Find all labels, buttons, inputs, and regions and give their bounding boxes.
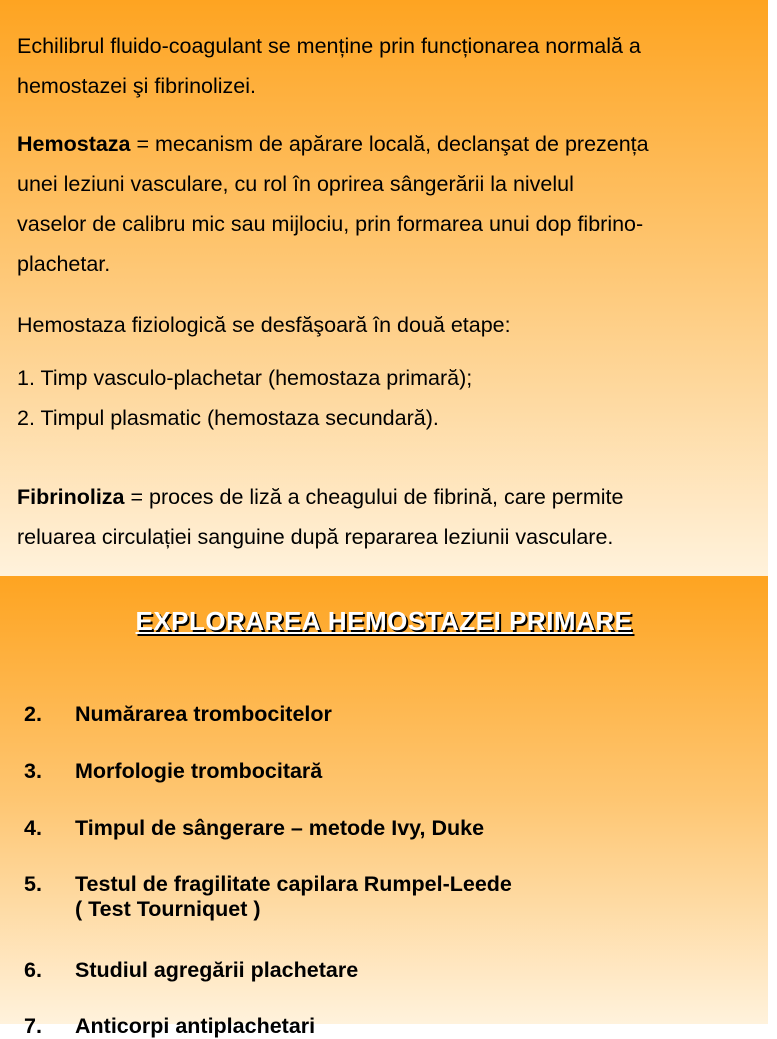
item-number: 3.	[24, 759, 42, 783]
item-text: Testul de fragilitate capilara Rumpel-Leede	[75, 872, 512, 896]
stages-intro	[17, 305, 777, 345]
hemostaza-line-2: unei leziuni vasculare, cu rol în oprirea sângerării la nivelul	[17, 172, 574, 196]
hemostaza-term: Hemostaza	[17, 132, 131, 156]
item-text: Timpul de sângerare – metode Ivy, Duke	[75, 816, 485, 840]
hemostaza-line-3: vaselor de calibru mic sau mijlociu, prin formarea unui dop fibrino-	[17, 212, 644, 236]
list-item	[24, 1014, 315, 1039]
slide-title: EXPLORAREA HEMOSTAZEI PRIMARE	[135, 606, 633, 636]
intro-line-2: hemostazei şi fibrinolizei.	[17, 74, 256, 98]
stages-intro-text: Hemostaza fiziologică se desfăşoară în două etape:	[17, 313, 511, 337]
stages-list	[17, 358, 777, 438]
item-text: Morfologie trombocitară	[75, 759, 323, 783]
item-text: Studiul agregării plachetare	[75, 958, 359, 982]
slide-primary-hemostasis-exploration	[0, 576, 768, 1038]
item-number: 5.	[24, 872, 42, 896]
hemostaza-line-1	[17, 124, 777, 164]
stage-item: 1. Timp vasculo-plachetar (hemostaza primară);	[17, 366, 473, 390]
fibrinoliza-line-1	[17, 477, 777, 517]
hemostaza-definition	[17, 124, 777, 284]
hemostaza-line-1-rest: = mecanism de apărare locală, declanşat de prezența	[130, 132, 649, 156]
item-text-continuation: ( Test Tourniquet )	[75, 897, 261, 921]
intro-paragraph	[17, 26, 777, 106]
fibrinoliza-line-1-rest: = proces de liză a cheagului de fibrină, care permite	[124, 485, 624, 509]
item-text: Numărarea trombocitelor	[75, 702, 332, 726]
hemostaza-line-4: plachetar.	[17, 252, 111, 276]
stage-item: 2. Timpul plasmatic (hemostaza secundară).	[17, 406, 439, 430]
list-item	[24, 702, 332, 727]
item-text: Anticorpi antiplachetari	[75, 1014, 316, 1038]
item-number: 2.	[24, 702, 42, 726]
item-number: 6.	[24, 958, 42, 982]
item-number: 7.	[24, 1014, 42, 1038]
list-item	[24, 958, 358, 983]
fibrinoliza-line-2: reluarea circulației sanguine după repararea leziunii vasculare.	[17, 525, 614, 549]
list-item	[24, 759, 322, 784]
fibrinoliza-definition	[17, 477, 777, 557]
list-item	[24, 872, 512, 922]
intro-line-1: Echilibrul fluido-coagulant se menține prin funcționarea normală a	[17, 34, 641, 58]
fibrinoliza-term: Fibrinoliza	[17, 485, 125, 509]
item-text-block	[75, 872, 512, 922]
list-item	[24, 816, 484, 841]
item-number: 4.	[24, 816, 42, 840]
